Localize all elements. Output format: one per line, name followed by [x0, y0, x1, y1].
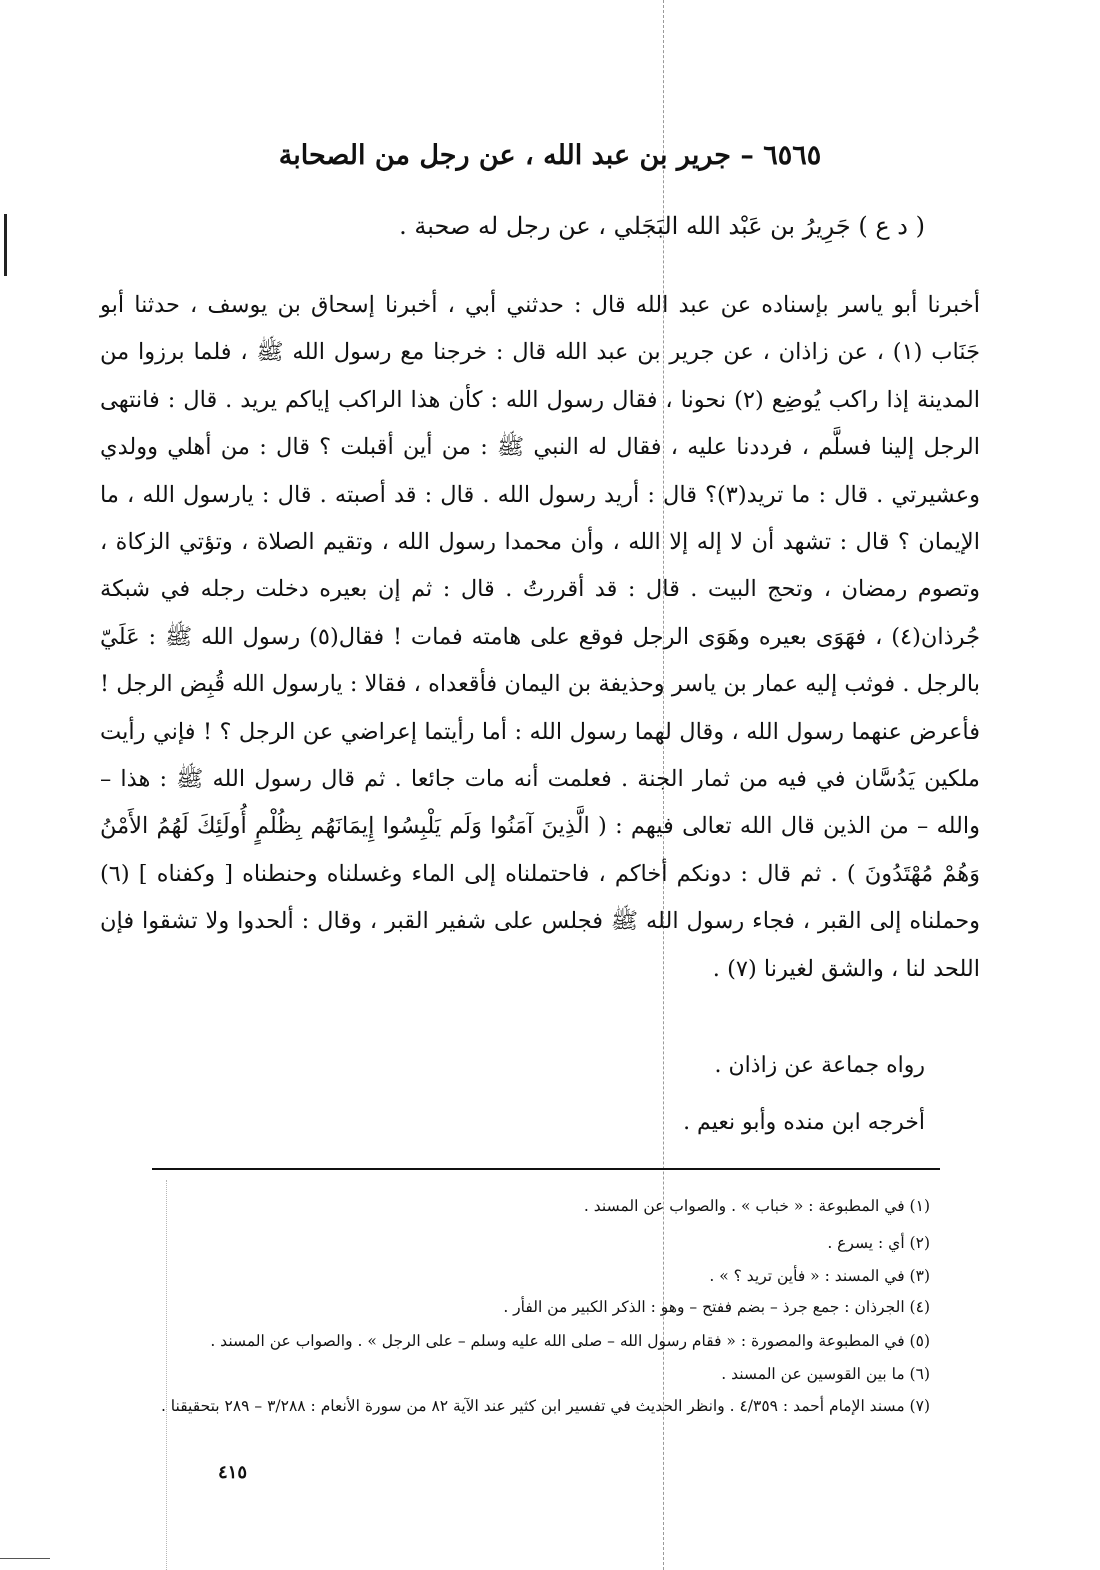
footnote-1: (١) في المطبوعة : « خباب » . والصواب عن المسند . — [583, 1197, 930, 1215]
source-note: أخرجه ابن منده وأبو نعيم . — [683, 1110, 925, 1135]
footnote-2: (٢) أي : يسرع . — [827, 1234, 930, 1252]
footnote-3: (٣) في المسند : « فأين تريد ؟ » . — [709, 1267, 930, 1285]
scan-bottom-line — [0, 1558, 50, 1559]
footnote-separator — [152, 1168, 940, 1170]
footnote-6: (٦) ما بين القوسين عن المسند . — [721, 1365, 930, 1383]
page-number: ٤١٥ — [218, 1462, 248, 1483]
scan-edge-mark — [4, 214, 7, 276]
footnote-4: (٤) الجرذان : جمع جرذ – بضم ففتح – وهو : الذكر الكبير من الفأر . — [503, 1298, 930, 1316]
footnote-7: (٧) مسند الإمام أحمد : ٤/٣٥٩ . وانظر الحديث في تفسير ابن كثير عند الآية ٨٢ من سورة الأنعام : ٣/٢٨٨ – ٢٨٩ بتحقيقنا . — [160, 1397, 930, 1415]
footnote-5: (٥) في المطبوعة والمصورة : « فقام رسول الله – صلى الله عليه وسلم – على الرجل » . والصواب عن المسند . — [210, 1332, 930, 1350]
hadith-body — [100, 282, 980, 993]
entry-heading: ٦٥٦٥ – جرير بن عبد الله ، عن رجل من الصحابة — [278, 140, 822, 171]
hadith-text: أخبرنا أبو ياسر بإسناده عن عبد الله قال : حدثني أبي ، أخبرنا إسحاق بن يوسف ، حدثنا أبو جَنَاب (١) ، عن زاذان ، عن جرير بن عبد الله قال : خرجنا مع رسول الله ﷺ ، فلما برزوا من المدينة إذا راكب يُوضِع (٢) نحونا ، فقال رسول الله : كأن هذا الراكب إياكم يريد . قال : فانتهى الرجل إلينا فسلَّم ، فرددنا عليه ، فقال له النبي ﷺ : من أين أقبلت ؟ قال : من أهلي وولدي وعشيرتي . قال : ما تريد(٣)؟ قال : أريد رسول الله . قال : قد أصبته . قال : يارسول الله ، ما الإيمان ؟ قال : تشهد أن لا إله إلا الله ، وأن محمدا رسول الله ، وتقيم الصلاة ، وتؤتي الزكاة ، وتصوم رمضان ، وتحج البيت . قال : قد أقررتُ . قال : ثم إن بعيره دخلت رجله في شبكة جُرذان(٤) ، فهَوَى بعيره وهَوَى الرجل فوقع على هامته فمات ! فقال(٥) رسول الله ﷺ : عَلَيّ بالرجل . فوثب إليه عمار بن ياسر وحذيفة بن اليمان فأقعداه ، فقالا : يارسول الله قُبِض الرجل ! فأعرض عنهما رسول الله ، وقال لهما رسول الله : أما رأيتما إعراضي عن الرجل ؟ ! فإني رأيت ملكين يَدُسَّان في فيه من ثمار الجنة . فعلمت أنه مات جائعا . ثم قال رسول الله ﷺ : هذا – والله – من الذين قال الله تعالى فيهم : ( الَّذِينَ آمَنُوا وَلَم يَلْبِسُوا إِيمَانَهُم بِظُلْمٍ أُولَئِكَ لَهُمُ الأَمْنُ وَهُمْ مُهْتَدُونَ ) . ثم قال : دونكم أخاكم ، فاحتملناه إلى الماء وغسلناه وحنطناه [ وكفناه ] (٦) وحملناه إلى القبر ، فجاء رسول الله ﷺ فجلس على شفير القبر ، وقال : ألحدوا ولا تشقوا فإن اللحد لنا ، والشق لغيرنا (٧) . — [100, 292, 980, 982]
entry-intro: ( د ع ) جَرِيرُ بن عَبْد الله البَجَلي ، عن رجل له صحبة . — [399, 212, 925, 240]
narration-note: رواه جماعة عن زاذان . — [714, 1053, 925, 1078]
